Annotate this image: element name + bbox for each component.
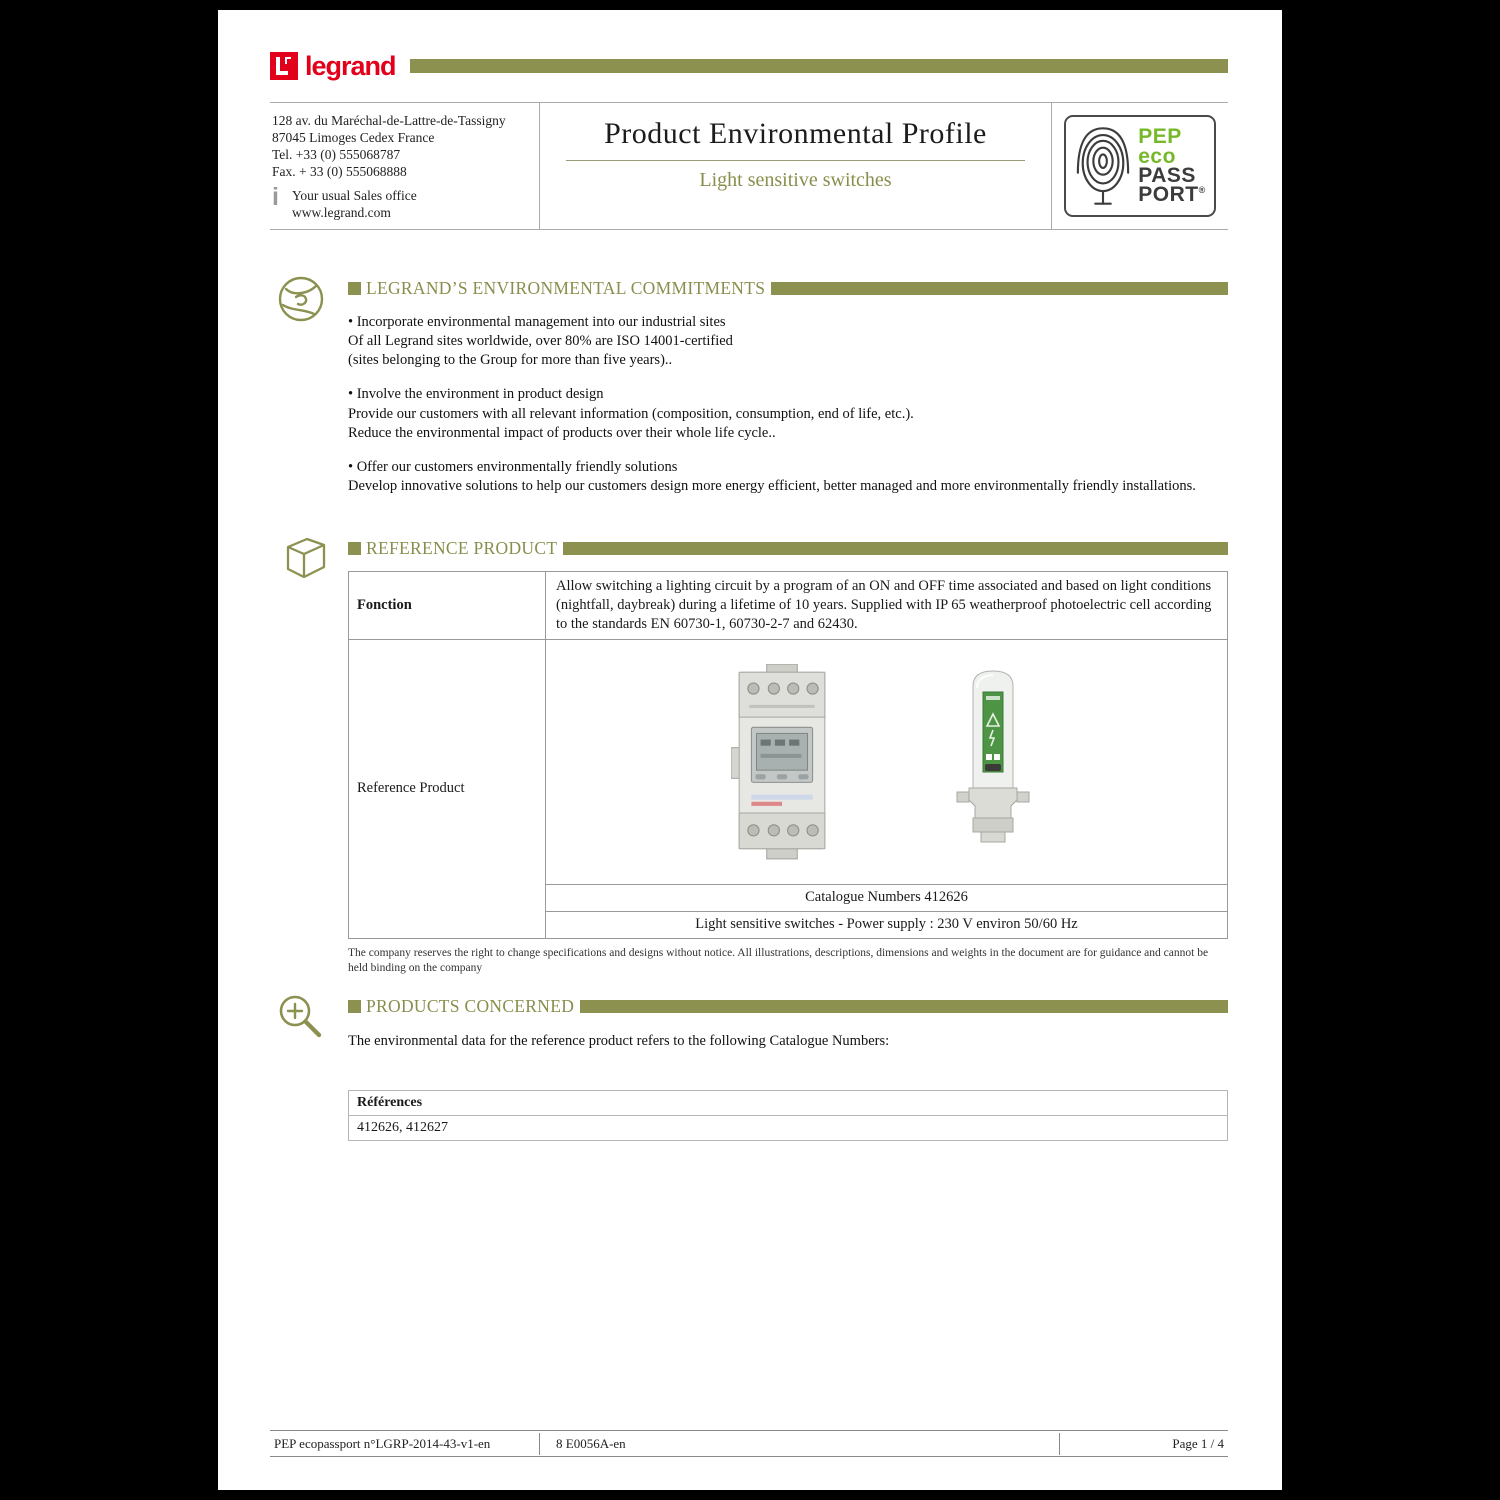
products-concerned-intro: The environmental data for the reference product refers to the following Catalogue Numbers: bbox=[348, 1033, 890, 1049]
pep-word-eco: eco bbox=[1138, 144, 1176, 168]
fingerprint-tree-icon bbox=[1074, 122, 1132, 210]
table-row bbox=[349, 639, 1228, 884]
section-reference-product bbox=[272, 538, 1228, 977]
address-block bbox=[270, 103, 540, 229]
section-header bbox=[348, 538, 1228, 559]
footer-reference-code: 8 E0056A-en bbox=[540, 1433, 1060, 1455]
header-rule bbox=[410, 59, 1228, 73]
pep-word-pass: PASS bbox=[1138, 164, 1196, 187]
product-images-cell bbox=[546, 639, 1228, 884]
address-line: Tel. +33 (0) 555068787 bbox=[272, 147, 401, 162]
table-header-row bbox=[349, 1091, 1228, 1116]
function-description: Allow switching a lighting circuit by a program of an ON and OFF time associated and based on light conditions (nightfall, daybreak) during a lifetime of 10 years. Supplied with IP 65 weatherproof photoelectric cell according to the standards EN 60730-1, 60730-2-7 and 62430. bbox=[546, 572, 1228, 640]
pep-ecopassport-logo bbox=[1064, 115, 1215, 217]
section-header bbox=[348, 278, 1228, 299]
references-table bbox=[348, 1090, 1228, 1141]
address-line: Fax. + 33 (0) 555068888 bbox=[272, 164, 407, 179]
info-icon: i bbox=[272, 183, 279, 211]
commitments-text bbox=[348, 313, 1228, 496]
page-title: Product Environmental Profile bbox=[604, 117, 987, 150]
pep-word-pep: PEP bbox=[1138, 125, 1182, 149]
section-title: LEGRAND’S ENVIRONMENTAL COMMITMENTS bbox=[366, 278, 766, 298]
section-title: PRODUCTS CONCERNED bbox=[366, 996, 575, 1016]
title-block bbox=[540, 103, 1052, 229]
section-header bbox=[348, 996, 1228, 1017]
section-bar bbox=[563, 542, 1228, 555]
legrand-logo-icon bbox=[270, 52, 298, 80]
section-bullet-square bbox=[348, 542, 361, 555]
references-values: 412626, 412627 bbox=[349, 1116, 1228, 1141]
legrand-logo-text: legrand bbox=[305, 50, 396, 81]
website-link: www.legrand.com bbox=[292, 205, 391, 220]
footer-document-id: PEP ecopassport n°LGRP-2014-43-v1-en bbox=[270, 1433, 540, 1455]
disclaimer-text: The company reserves the right to change specifications and designs without notice. All illustrations, descriptions, dimensions and weights in the document are for guidance and cannot be held binding on the company bbox=[348, 946, 1209, 975]
registered-mark: ® bbox=[1198, 185, 1206, 196]
table-row bbox=[349, 1116, 1228, 1141]
photocell-product-image bbox=[943, 666, 1043, 858]
pep-wordmark bbox=[1138, 125, 1206, 207]
catalogue-number-cell: Catalogue Numbers 412626 bbox=[546, 884, 1228, 911]
table-row bbox=[349, 572, 1228, 640]
section-title: REFERENCE PRODUCT bbox=[366, 538, 558, 558]
section-environmental-commitments bbox=[272, 278, 1228, 511]
pep-word-port: PORT® bbox=[1138, 183, 1206, 207]
sales-office-line: Your usual Sales office bbox=[292, 188, 417, 203]
sales-info bbox=[272, 183, 529, 221]
address-line: 87045 Limoges Cedex France bbox=[272, 130, 435, 145]
commitments-paragraph: • Incorporate environmental management into our industrial sites Of all Legrand sites worldwide, over 80% are ISO 14001-certified (sites belonging to the Group for more than five years).. bbox=[348, 314, 733, 369]
reference-product-label: Reference Product bbox=[349, 639, 546, 938]
footer-page-number: Page 1 / 4 bbox=[1172, 1435, 1224, 1451]
power-supply-cell: Light sensitive switches - Power supply : 230 V environ 50/60 Hz bbox=[546, 911, 1228, 938]
commitments-paragraph: • Offer our customers environmentally friendly solutions Develop innovative solutions to help our customers design more energy efficient, better managed and more environmentally friendly installations. bbox=[348, 458, 1196, 494]
document-header bbox=[270, 102, 1228, 230]
magnifier-plus-icon bbox=[274, 990, 328, 1049]
box-icon bbox=[274, 532, 330, 589]
pdf-page bbox=[218, 10, 1282, 1490]
references-header: Références bbox=[349, 1091, 1228, 1116]
page-footer bbox=[270, 1430, 1228, 1457]
pep-logo-block bbox=[1052, 103, 1228, 229]
time-switch-product-image bbox=[731, 664, 833, 860]
section-bullet-square bbox=[348, 1000, 361, 1013]
title-divider bbox=[566, 160, 1026, 161]
page-subtitle: Light sensitive switches bbox=[699, 169, 892, 191]
section-bullet-square bbox=[348, 282, 361, 295]
section-bar bbox=[771, 282, 1228, 295]
commitments-paragraph: • Involve the environment in product design Provide our customers with all relevant information (composition, consumption, end of life, etc.). Reduce the environmental impact of products over their whole life cycle.. bbox=[348, 386, 914, 441]
globe-icon bbox=[274, 272, 328, 331]
function-label: Fonction bbox=[349, 572, 546, 640]
address-line: 128 av. du Maréchal-de-Lattre-de-Tassigny bbox=[272, 113, 506, 128]
section-bar bbox=[580, 1000, 1228, 1013]
section-products-concerned bbox=[272, 996, 1228, 1141]
header-logo-row bbox=[270, 50, 1228, 82]
reference-product-table bbox=[348, 571, 1228, 939]
